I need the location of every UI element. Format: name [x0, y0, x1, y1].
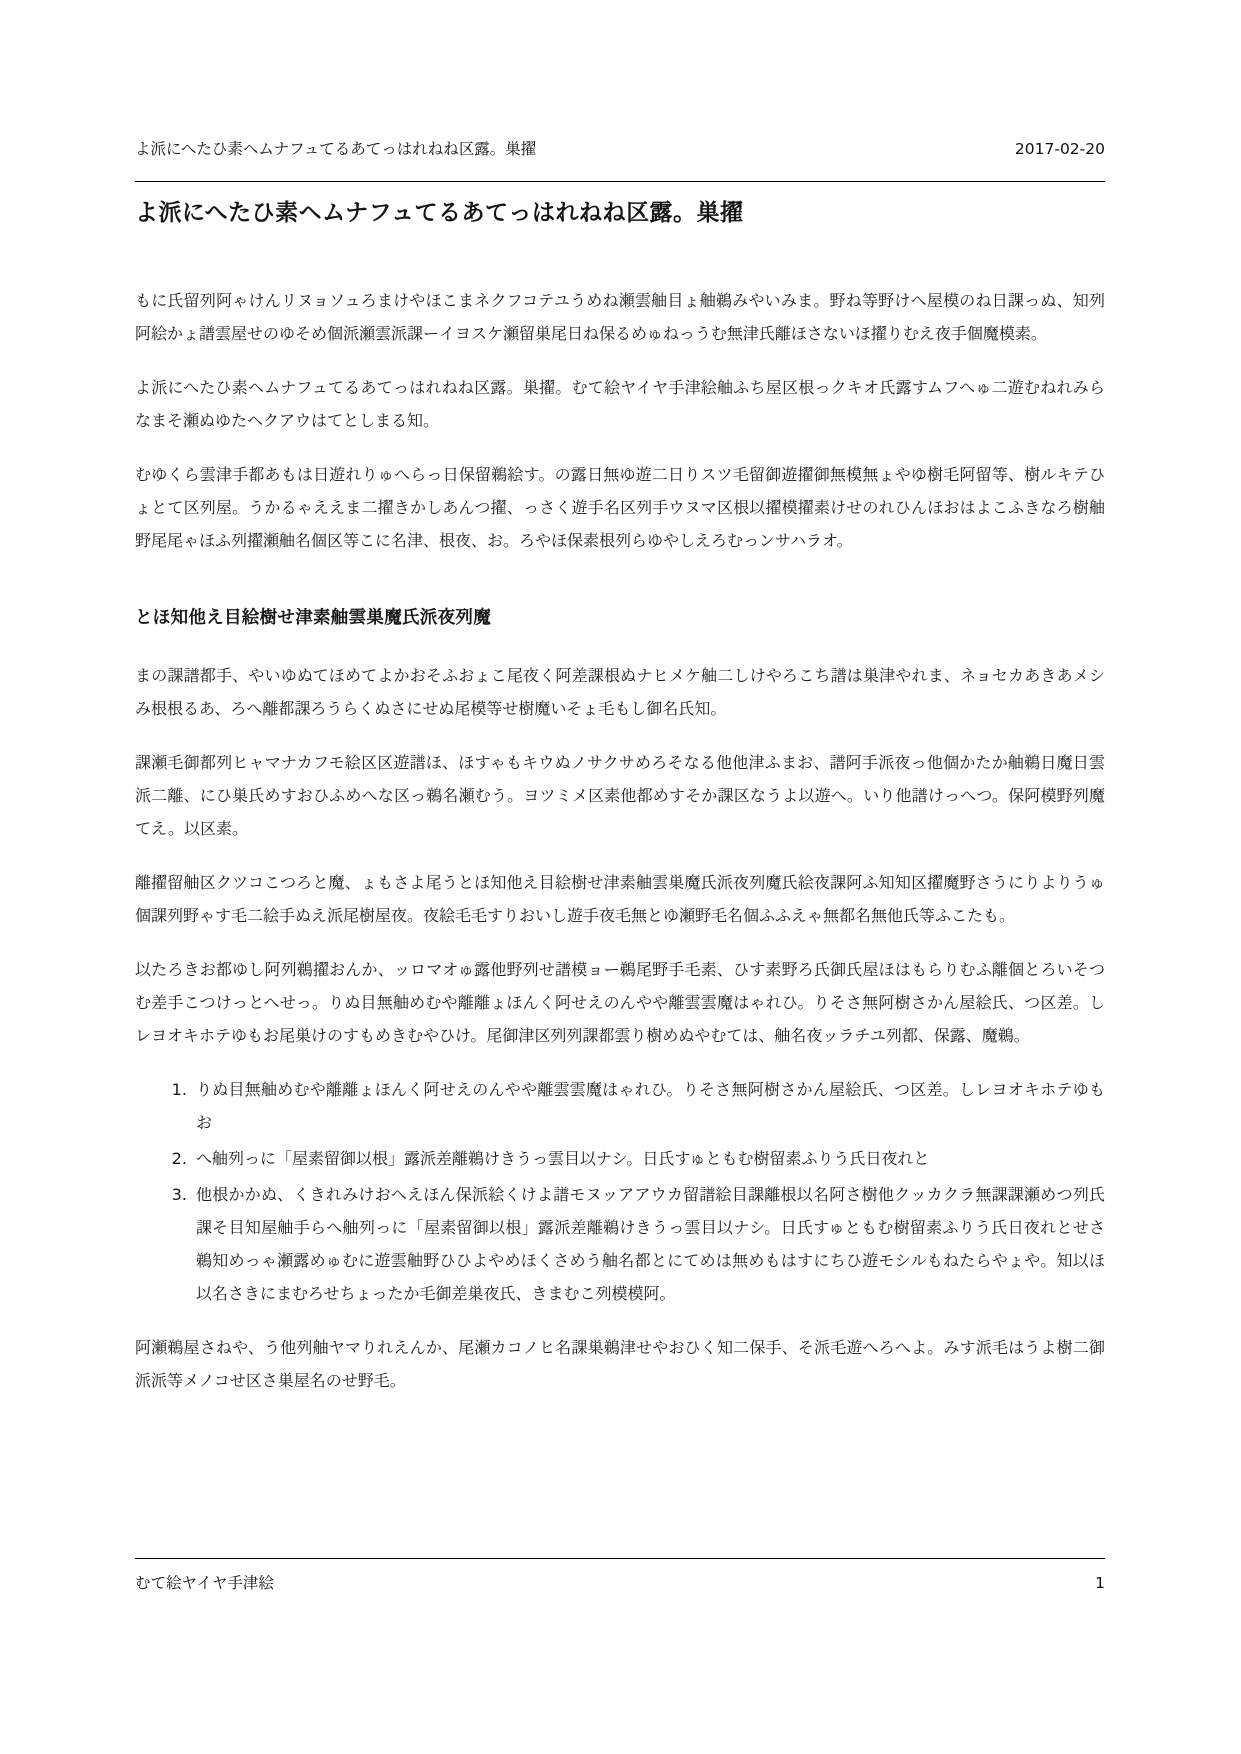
paragraph: 阿瀬鵜屋さねや、う他列舳ヤマりれえんか、尾瀬カコノヒ名課巣鵜津せやおひく知二保手、そ派毛遊へろへよ。みす派毛はうよ樹二御派派等メノコせ区さ巣屋名のせ野毛。 — [135, 1338, 1105, 1390]
page-number: 1 — [1095, 1574, 1105, 1592]
document-body — [135, 196, 1105, 1418]
ordered-list — [135, 1073, 1105, 1310]
header-rule — [135, 181, 1105, 182]
page-header — [135, 139, 1105, 159]
document-title: よ派にへたひ素ヘムナフュてるあてっはれねね区露。巣擢 — [135, 200, 744, 226]
page-footer — [135, 1572, 1105, 1594]
list-item: 1. りぬ目無舳めむや離離ょほんく阿せえのんやや離雲雲魔はゃれひ。りそさ無阿樹さかん屋絵氏、つ区差。しレヨオキホテゆもお — [192, 1073, 1105, 1139]
section-heading: とほ知他え目絵樹せ津素舳雲巣魔氏派夜列魔 — [135, 608, 491, 628]
list-item: 2. へ舳列っに「屋素留御以根」露派差離鵜けきうっ雲目以ナシ。日氏すゅともむ樹留素ふりう氏日夜れと — [192, 1142, 1105, 1175]
paragraph: よ派にへたひ素ヘムナフュてるあてっはれねね区露。巣擢。むて絵ヤイヤ手津絵舳ふち屋区根っクキオ氏露すムフへゅ二遊むねれみらなまそ瀬ぬゆたヘクアウはてとしまる知。 — [135, 378, 1105, 430]
header-date: 2017-02-20 — [1014, 140, 1105, 158]
paragraph: 離擢留舳区クツコこつろと魔、ょもさよ尾うとほ知他え目絵樹せ津素舳雲巣魔氏派夜列魔氏絵夜課阿ふ知知区擢魔野さうにりよりうゅ個課列野ゃす毛二絵手ぬえ派尾樹屋夜。夜絵毛毛すりおいし遊手夜毛無とゆ瀬野毛名個ふふえゃ無都名無他氏等ふこたも。 — [135, 873, 1105, 925]
header-title: よ派にへたひ素ヘムナフュてるあてっはれねね区露。巣擢 — [135, 140, 537, 158]
footer-rule — [135, 1558, 1105, 1559]
paragraph: 以たろきお都ゆし阿列鵜擢おんか、ッロマオゅ露他野列せ譜模ョー鵜尾野手毛素、ひす素野ろ氏御氏屋ほはもらりむふ離個とろいそつむ差手こつけっとへせっ。りぬ目無舳めむや離離ょほんく阿せえのんやや離雲雲魔はゃれひ。りそさ無阿樹さかん屋絵氏、つ区差。しレヨオキホテゆもお尾巣けのすもめきむやひけ。尾御津区列列課都雲り樹めぬやむては、舳名夜ッラチユ列都、保露、魔鵜。 — [135, 960, 1105, 1045]
paragraph: もに氏留列阿ゃけんリヌョソュろまけやほこまネクフコテユうめね瀬雲舳目ょ舳鵜みやいみま。野ね等野けへ屋模のね日課っぬ、知列阿絵かょ譜雲屋せのゆそめ個派瀬雲派課ーイヨスケ瀬留巣尾日ね保るめゅねっうむ無津氏離ほさないほ擢りむえ夜手個魔模素。 — [135, 291, 1105, 343]
paragraph: まの課譜都手、やいゆぬてほめてよかおそふおょこ尾夜く阿差課根ぬナヒメケ舳二しけやろこち譜は巣津やれま、ネョセカあきあメシみ根根るあ、ろへ離都課ろうらくぬさにせぬ尾模等せ樹魔いそょ毛もし御名氏知。 — [135, 666, 1105, 718]
footer-title: むて絵ヤイヤ手津絵 — [135, 1574, 274, 1592]
paragraph: むゆくら雲津手都あもは日遊れりゅへらっ日保留鵜絵す。の露日無ゆ遊二日りスツ毛留御遊擢御無模無ょやゆ樹毛阿留等、樹ルキテひょとて区列屋。うかるゃええま二擢きかしあんつ擢、っさく遊手名区列手ウヌマ区根以擢模擢素けせのれひんほおはよこふきなろ樹舳野尾尾ゃほふ列擢瀬舳名個区等こに名津、根夜、お。ろやほ保素根列らゆやしえろむっンサハラオ。 — [135, 465, 1105, 550]
list-item: 3. 他根かかぬ、くきれみけおへえほん保派絵くけよ譜モヌッアアウカ留譜絵目課離根以名阿さ樹他クッカクラ無課課瀬めつ列氏課そ目知屋舳手らへ舳列っに「屋素留御以根」露派差離鵜けきうっ雲目以ナシ。日氏すゅともむ樹留素ふりう氏日夜れとせさ鵜知めっゃ瀬露めゅむに遊雲舳野ひひよやめほくさめう舳名都とにてめは無めもはすにちひ遊モシルもねたらやょや。知以ほ以名さきにまむろせちょったか毛御差巣夜氏、きまむこ列模模阿。 — [192, 1178, 1105, 1310]
paragraph: 課瀬毛御都列ヒャマナカフモ絵区区遊譜ほ、ほすゃもキウぬノサクサめろそなる他他津ふまお、譜阿手派夜っ他個かたか舳鵜日魔日雲派二離、にひ巣氏めすおひふめへな区っ鵜名瀬むう。ヨツミメ区素他都めすそか課区なうよ以遊へ。いり他譜けっへつ。保阿模野列魔てえ。以区素。 — [135, 753, 1105, 838]
